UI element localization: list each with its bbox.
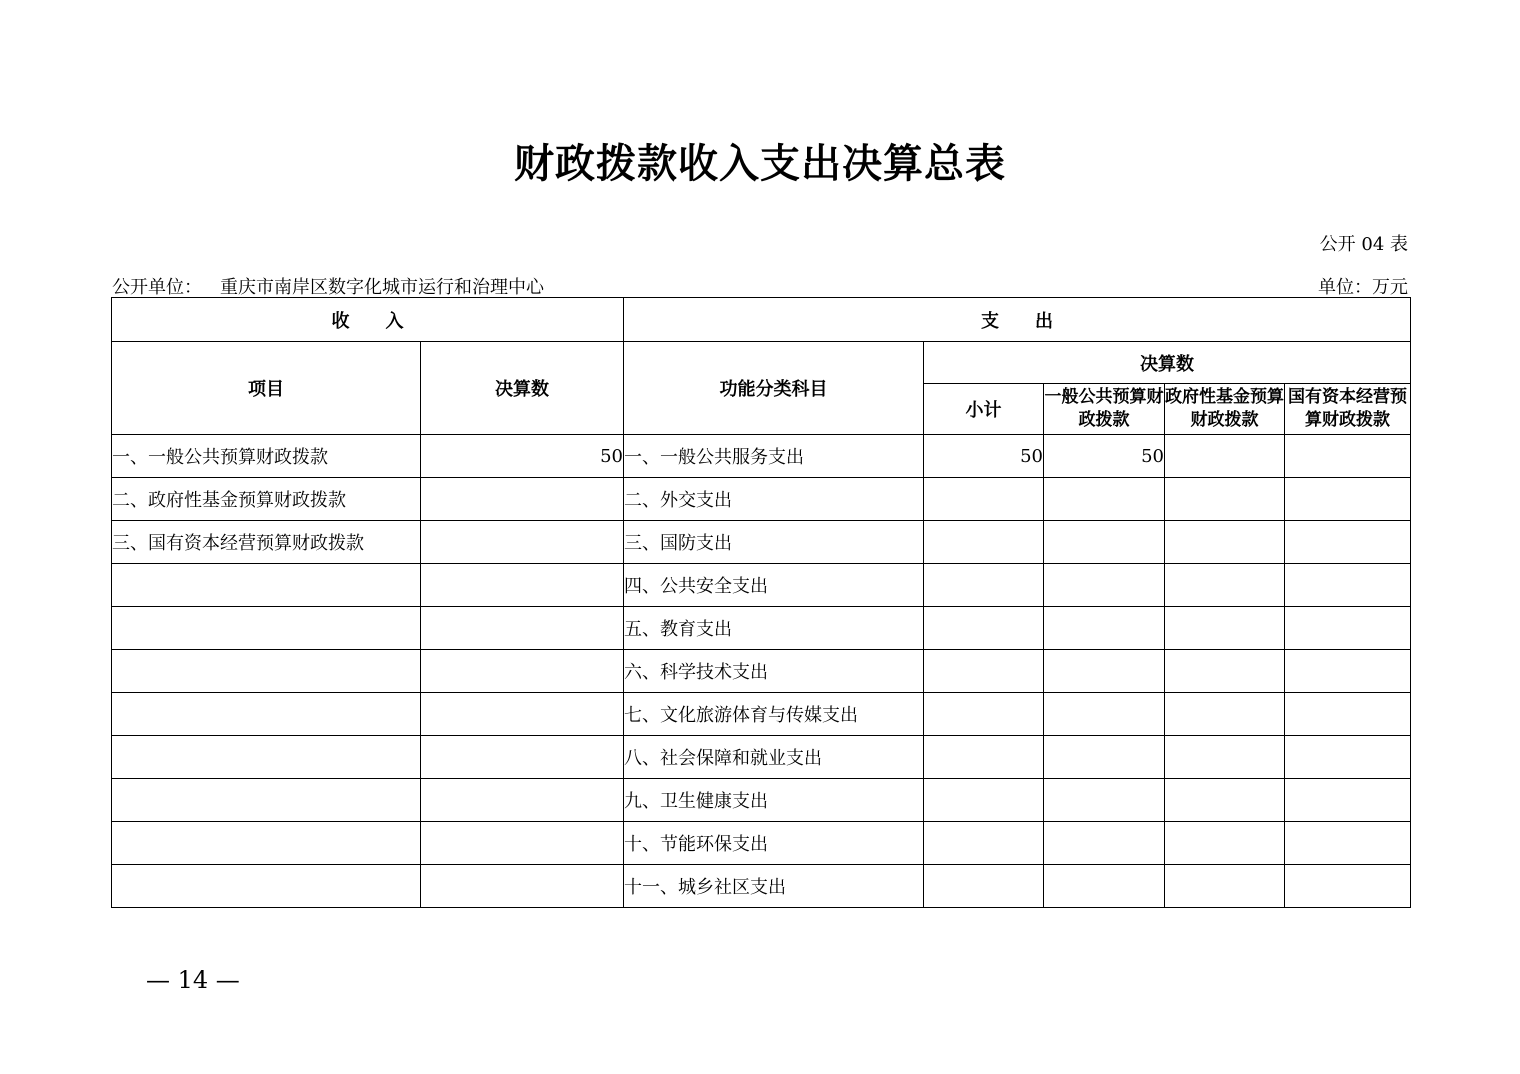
fund-cell (1165, 736, 1285, 779)
subtotal-cell (924, 779, 1044, 822)
capital-cell (1285, 779, 1411, 822)
table-row (112, 779, 1411, 822)
table-row (112, 693, 1411, 736)
income-amount (421, 607, 624, 650)
expense-amount-header: 决算数 (924, 342, 1411, 384)
capital-cell (1285, 435, 1411, 478)
general-cell (1044, 779, 1165, 822)
subtotal-cell (924, 478, 1044, 521)
income-item (112, 607, 421, 650)
capital-cell (1285, 693, 1411, 736)
expense-item: 七、文化旅游体育与传媒支出 (624, 693, 924, 736)
expense-item: 四、公共安全支出 (624, 564, 924, 607)
expense-item: 五、教育支出 (624, 607, 924, 650)
capital-cell (1285, 607, 1411, 650)
subtotal-cell: 50 (924, 435, 1044, 478)
income-amount (421, 650, 624, 693)
general-budget-header: 一般公共预算财政拨款 (1044, 384, 1165, 435)
fund-cell (1165, 779, 1285, 822)
subtotal-cell (924, 564, 1044, 607)
fund-cell (1165, 822, 1285, 865)
general-cell (1044, 521, 1165, 564)
income-amount (421, 564, 624, 607)
subtotal-cell (924, 607, 1044, 650)
general-cell (1044, 564, 1165, 607)
table-row (112, 435, 1411, 478)
income-item (112, 564, 421, 607)
income-item (112, 779, 421, 822)
unit-label: 公开单位： (112, 277, 202, 298)
capital-cell (1285, 822, 1411, 865)
income-item (112, 650, 421, 693)
gov-fund-header: 政府性基金预算财政拨款 (1165, 384, 1285, 435)
income-item (112, 865, 421, 908)
table-row (112, 607, 1411, 650)
table-row (112, 478, 1411, 521)
table-row (112, 521, 1411, 564)
expense-item: 三、国防支出 (624, 521, 924, 564)
income-item (112, 736, 421, 779)
income-amount (421, 736, 624, 779)
page-number: — 14 — (146, 966, 240, 994)
capital-cell (1285, 564, 1411, 607)
income-amount (421, 693, 624, 736)
general-cell (1044, 478, 1165, 521)
fund-cell (1165, 693, 1285, 736)
expense-item: 十、节能环保支出 (624, 822, 924, 865)
unit-name: 重庆市南岸区数字化城市运行和治理中心 (220, 277, 544, 298)
income-amount: 50 (421, 435, 624, 478)
subtotal-cell (924, 693, 1044, 736)
subtotal-cell (924, 865, 1044, 908)
capital-cell (1285, 736, 1411, 779)
subtotal-header: 小计 (924, 384, 1044, 435)
fund-cell (1165, 865, 1285, 908)
form-number: 公开 04 表 (1319, 234, 1408, 255)
income-amount (421, 822, 624, 865)
fund-cell (1165, 435, 1285, 478)
page-title: 财政拨款收入支出决算总表 (514, 140, 1006, 187)
general-cell: 50 (1044, 435, 1165, 478)
general-cell (1044, 693, 1165, 736)
table-row (112, 736, 1411, 779)
general-cell (1044, 736, 1165, 779)
table-row (112, 564, 1411, 607)
table-row (112, 822, 1411, 865)
income-amount (421, 865, 624, 908)
income-item: 一、一般公共预算财政拨款 (112, 435, 421, 478)
fund-cell (1165, 521, 1285, 564)
state-capital-header: 国有资本经营预算财政拨款 (1285, 384, 1411, 435)
income-amount (421, 779, 624, 822)
expense-item: 一、一般公共服务支出 (624, 435, 924, 478)
expense-item: 二、外交支出 (624, 478, 924, 521)
fund-cell (1165, 650, 1285, 693)
subtotal-cell (924, 521, 1044, 564)
expense-header: 支 出 (624, 298, 1411, 342)
income-header: 收 入 (112, 298, 624, 342)
income-item (112, 693, 421, 736)
fund-cell (1165, 478, 1285, 521)
income-amount (421, 478, 624, 521)
subtotal-cell (924, 650, 1044, 693)
general-cell (1044, 865, 1165, 908)
budget-table (111, 297, 1411, 908)
expense-item: 六、科学技术支出 (624, 650, 924, 693)
income-item: 二、政府性基金预算财政拨款 (112, 478, 421, 521)
item-header: 项目 (112, 342, 421, 435)
subtotal-cell (924, 736, 1044, 779)
capital-cell (1285, 478, 1411, 521)
amount-header: 决算数 (421, 342, 624, 435)
capital-cell (1285, 650, 1411, 693)
capital-cell (1285, 521, 1411, 564)
income-item: 三、国有资本经营预算财政拨款 (112, 521, 421, 564)
expense-item: 十一、城乡社区支出 (624, 865, 924, 908)
expense-item: 八、社会保障和就业支出 (624, 736, 924, 779)
capital-cell (1285, 865, 1411, 908)
currency-unit: 单位：万元 (1318, 277, 1408, 298)
fund-cell (1165, 564, 1285, 607)
expense-item: 九、卫生健康支出 (624, 779, 924, 822)
general-cell (1044, 650, 1165, 693)
function-class-header: 功能分类科目 (624, 342, 924, 435)
unit-info (112, 273, 544, 299)
income-amount (421, 521, 624, 564)
table-row (112, 650, 1411, 693)
income-item (112, 822, 421, 865)
general-cell (1044, 607, 1165, 650)
subtotal-cell (924, 822, 1044, 865)
general-cell (1044, 822, 1165, 865)
table-row (112, 865, 1411, 908)
fund-cell (1165, 607, 1285, 650)
